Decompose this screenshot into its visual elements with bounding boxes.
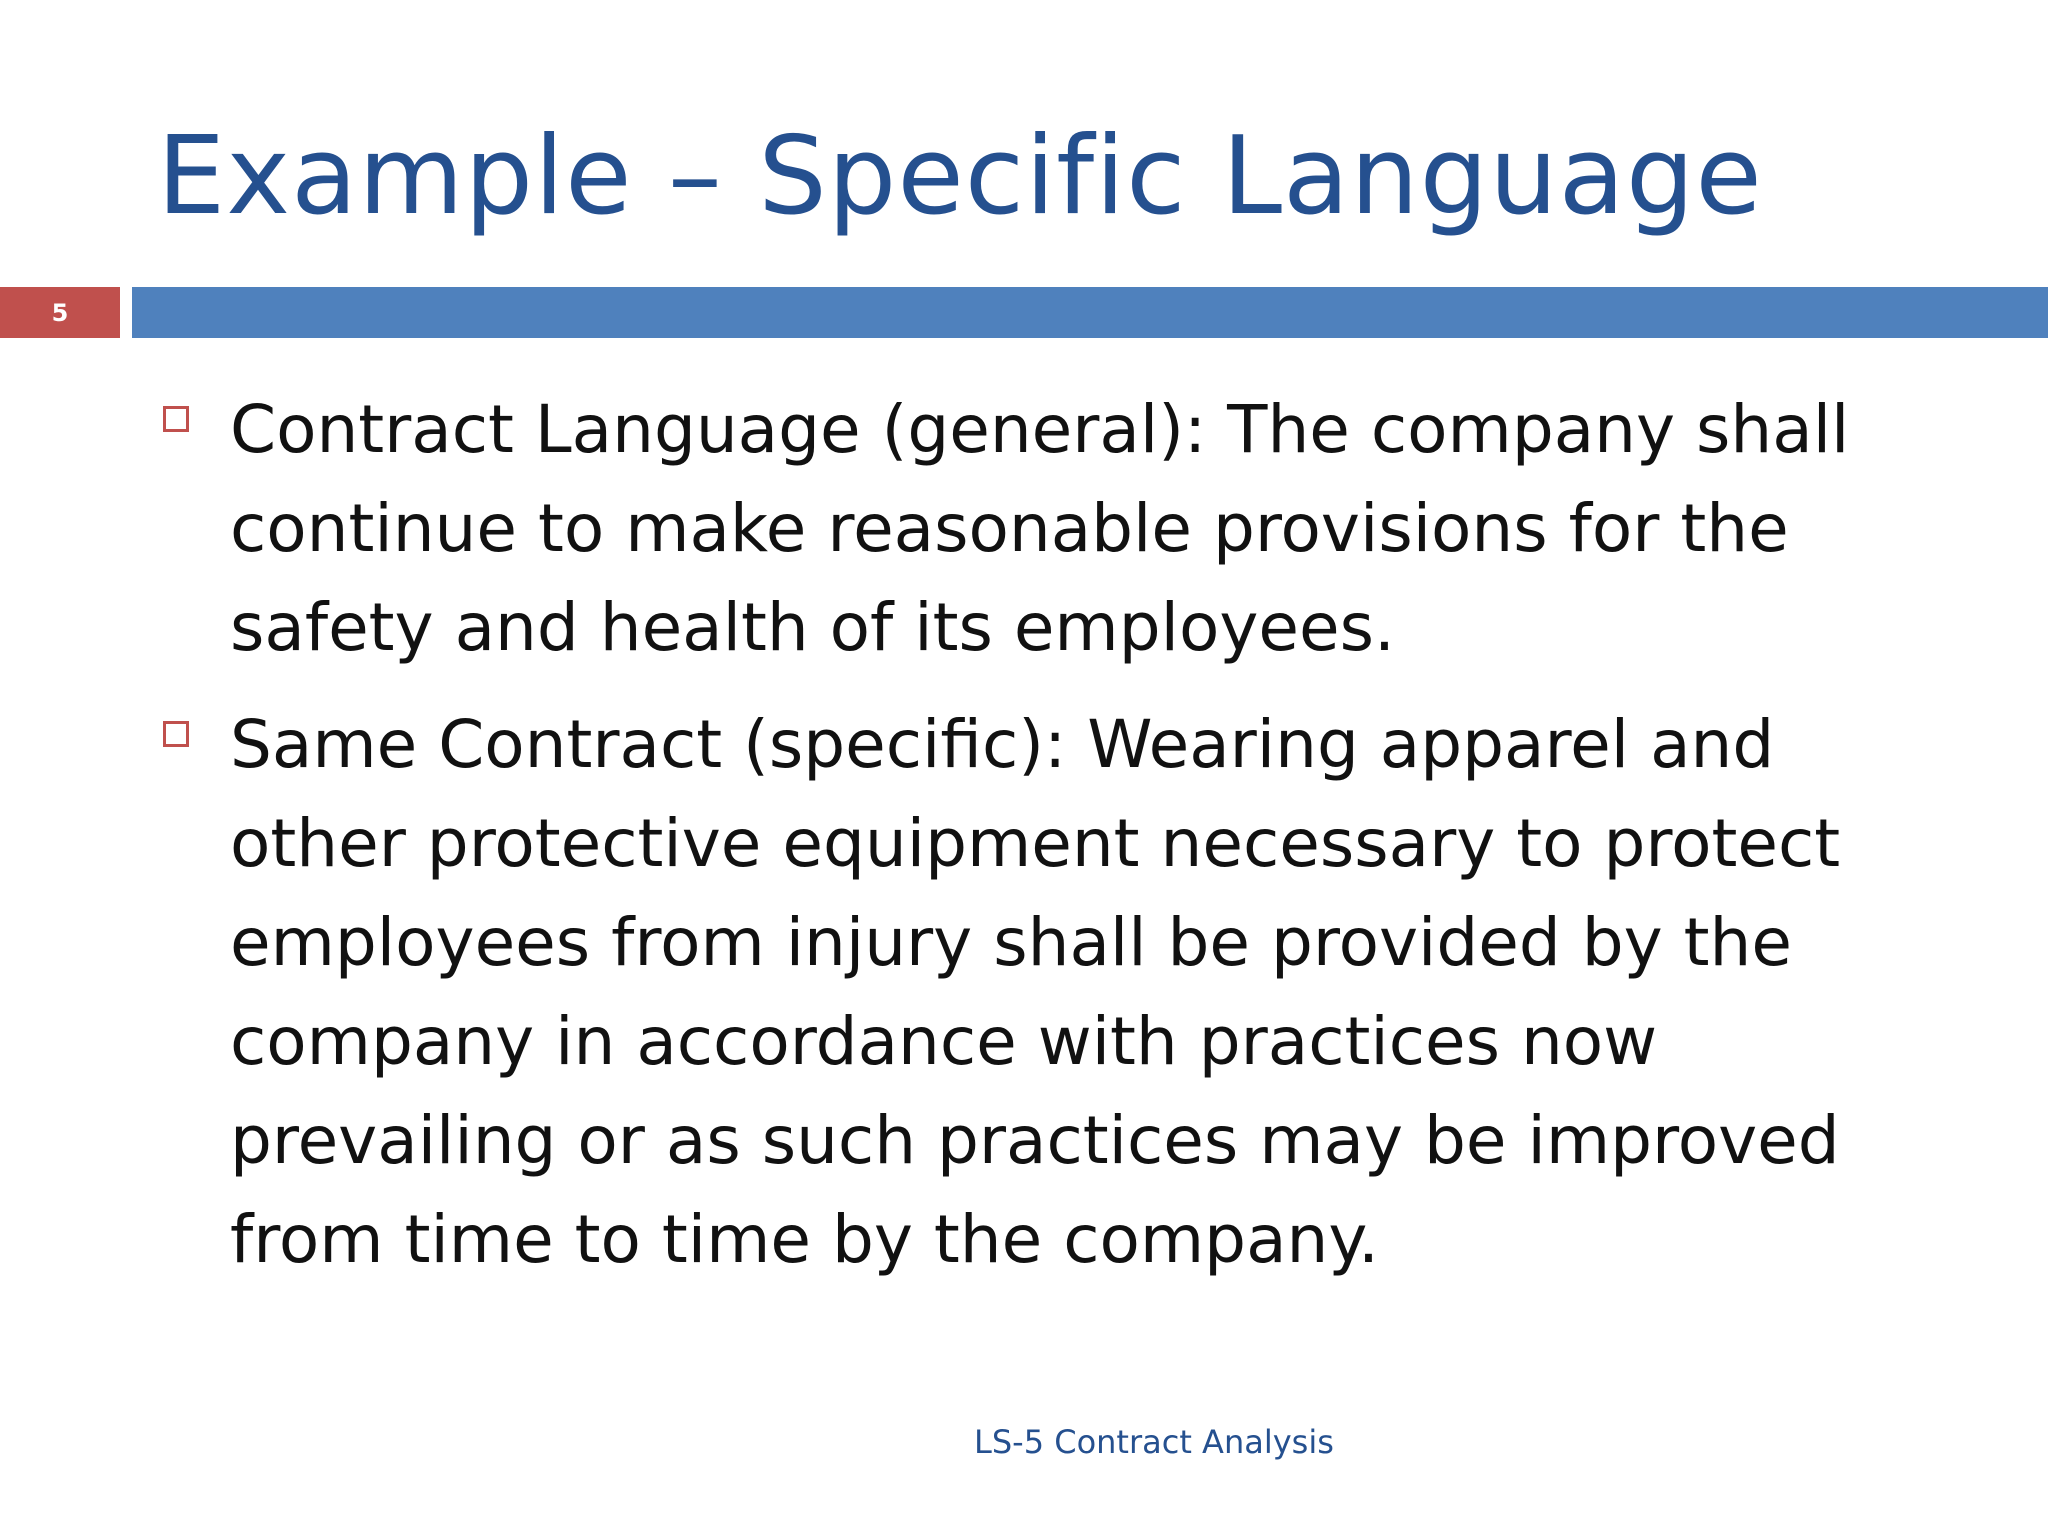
bullet-text: Same Contract (specific): Wearing apparel and other protective equipment necessary to protect employees from injury shall be provided by the company in accordance with practices now prevailing or as such practices may be improved from time to time by the company. xyxy=(230,706,1841,1278)
bullet-list xyxy=(160,380,1860,1307)
slide-number-badge xyxy=(0,287,120,338)
bullet-item-general xyxy=(160,380,1860,677)
hollow-square-bullet-icon xyxy=(163,721,189,747)
bullet-text: Contract Language (general): The company shall continue to make reasonable provisions for the safety and health of its employees. xyxy=(230,391,1850,666)
slide-number: 5 xyxy=(51,298,69,327)
slide-footer: LS-5 Contract Analysis xyxy=(974,1423,1334,1461)
slide-title: Example – Specific Language xyxy=(157,114,1763,239)
title-accent-bar xyxy=(132,287,2048,338)
hollow-square-bullet-icon xyxy=(163,406,189,432)
bullet-item-specific xyxy=(160,695,1860,1289)
